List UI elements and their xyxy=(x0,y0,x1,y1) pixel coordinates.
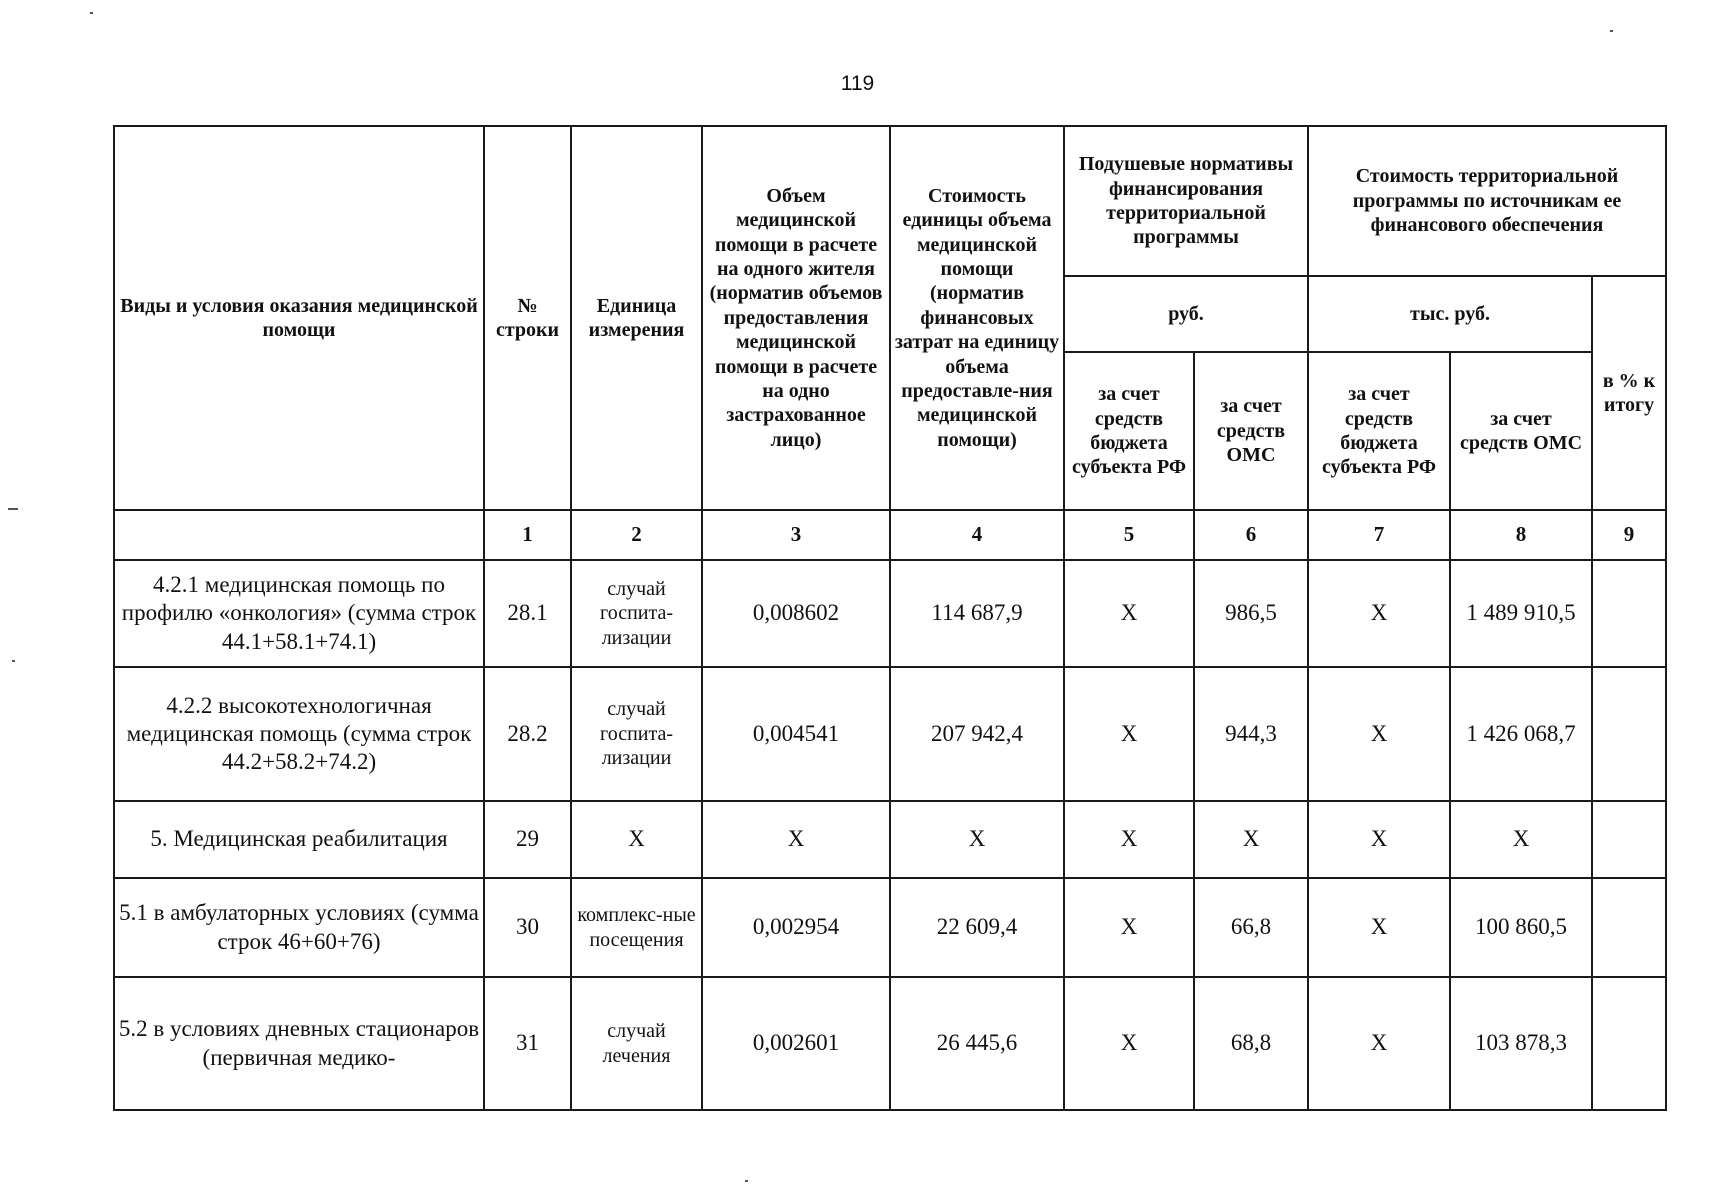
row-name: 5.1 в амбулаторных условиях (сумма строк 46+60+76) xyxy=(114,878,484,977)
row-col6: 986,5 xyxy=(1194,560,1308,667)
row-number: 30 xyxy=(484,878,571,977)
row-col6: 66,8 xyxy=(1194,878,1308,977)
row-col5: X xyxy=(1064,801,1194,878)
row-volume: 0,002601 xyxy=(702,977,890,1110)
row-volume: X xyxy=(702,801,890,878)
table-row xyxy=(114,801,1666,878)
column-number: 7 xyxy=(1308,510,1450,560)
header-row-no: № строки xyxy=(484,126,571,510)
row-col6: 944,3 xyxy=(1194,667,1308,801)
row-col8: 100 860,5 xyxy=(1450,878,1592,977)
header-oms-8: за счет средств ОМС xyxy=(1450,352,1592,510)
row-col5: X xyxy=(1064,667,1194,801)
row-name: 4.2.2 высокотехнологичная медицинская помощь (сумма строк 44.2+58.2+74.2) xyxy=(114,667,484,801)
header-row-1 xyxy=(114,126,1666,276)
row-unit: случай госпита-лизации xyxy=(571,560,702,667)
table-row xyxy=(114,667,1666,801)
header-budget-rf-7: за счет средств бюджета субъекта РФ xyxy=(1308,352,1450,510)
table-row xyxy=(114,878,1666,977)
row-col9 xyxy=(1592,878,1666,977)
row-name: 5.2 в условиях дневных стационаров (первичная медико- xyxy=(114,977,484,1110)
header-cost: Стоимость единицы объема медицинской помощи (норматив финансовых затрат на единицу объема предоставле-ния медицинской помощи) xyxy=(890,126,1064,510)
header-thous-rub: тыс. руб. xyxy=(1308,276,1592,352)
row-col8: X xyxy=(1450,801,1592,878)
row-col8: 103 878,3 xyxy=(1450,977,1592,1110)
header-unit: Единица измерения xyxy=(571,126,702,510)
row-volume: 0,004541 xyxy=(702,667,890,801)
row-col7: X xyxy=(1308,878,1450,977)
column-number: 5 xyxy=(1064,510,1194,560)
table-row xyxy=(114,977,1666,1110)
row-col6: X xyxy=(1194,801,1308,878)
row-unit: X xyxy=(571,801,702,878)
financing-table xyxy=(113,125,1667,1111)
header-kinds: Виды и условия оказания медицинской помощи xyxy=(114,126,484,510)
row-col9 xyxy=(1592,801,1666,878)
column-number-blank xyxy=(114,510,484,560)
header-budget-rf: за счет средств бюджета субъекта РФ xyxy=(1064,352,1194,510)
row-col7: X xyxy=(1308,977,1450,1110)
column-number: 9 xyxy=(1592,510,1666,560)
column-number: 3 xyxy=(702,510,890,560)
header-volume: Объем медицинской помощи в расчете на одного жителя (норматив объемов предоставления медицинской помощи в расчете на одно застрахованное лицо) xyxy=(702,126,890,510)
row-col7: X xyxy=(1308,801,1450,878)
row-col9 xyxy=(1592,560,1666,667)
row-col5: X xyxy=(1064,878,1194,977)
row-cost: 114 687,9 xyxy=(890,560,1064,667)
header-rub: руб. xyxy=(1064,276,1308,352)
column-number: 1 xyxy=(484,510,571,560)
scan-speck xyxy=(1610,30,1613,32)
page-number: 119 xyxy=(840,72,875,95)
table-row xyxy=(114,560,1666,667)
row-number: 31 xyxy=(484,977,571,1110)
row-col7: X xyxy=(1308,560,1450,667)
row-col5: X xyxy=(1064,977,1194,1110)
row-cost: 22 609,4 xyxy=(890,878,1064,977)
row-unit: комплекс-ные посещения xyxy=(571,878,702,977)
row-volume: 0,008602 xyxy=(702,560,890,667)
row-cost: X xyxy=(890,801,1064,878)
row-col5: X xyxy=(1064,560,1194,667)
row-cost: 26 445,6 xyxy=(890,977,1064,1110)
row-name: 5. Медицинская реабилитация xyxy=(114,801,484,878)
scan-speck xyxy=(90,12,93,14)
row-col7: X xyxy=(1308,667,1450,801)
row-unit: случай лечения xyxy=(571,977,702,1110)
header-pct-total: в % к итогу xyxy=(1592,276,1666,510)
row-number: 29 xyxy=(484,801,571,878)
header-per-capita: Подушевые нормативы финансирования территориальной программы xyxy=(1064,126,1308,276)
header-oms: за счет средств ОМС xyxy=(1194,352,1308,510)
scan-speck xyxy=(745,1180,748,1182)
column-number: 4 xyxy=(890,510,1064,560)
row-col8: 1 489 910,5 xyxy=(1450,560,1592,667)
column-number: 2 xyxy=(571,510,702,560)
column-number-row xyxy=(114,510,1666,560)
header-program-cost: Стоимость территориальной программы по источникам ее финансового обеспечения xyxy=(1308,126,1666,276)
row-cost: 207 942,4 xyxy=(890,667,1064,801)
row-col9 xyxy=(1592,667,1666,801)
row-number: 28.2 xyxy=(484,667,571,801)
row-number: 28.1 xyxy=(484,560,571,667)
scan-speck xyxy=(8,508,18,510)
column-number: 6 xyxy=(1194,510,1308,560)
scan-speck xyxy=(12,660,15,662)
row-unit: случай госпита-лизации xyxy=(571,667,702,801)
row-col8: 1 426 068,7 xyxy=(1450,667,1592,801)
row-col9 xyxy=(1592,977,1666,1110)
row-col6: 68,8 xyxy=(1194,977,1308,1110)
row-name: 4.2.1 медицинская помощь по профилю «онкология» (сумма строк 44.1+58.1+74.1) xyxy=(114,560,484,667)
column-number: 8 xyxy=(1450,510,1592,560)
row-volume: 0,002954 xyxy=(702,878,890,977)
